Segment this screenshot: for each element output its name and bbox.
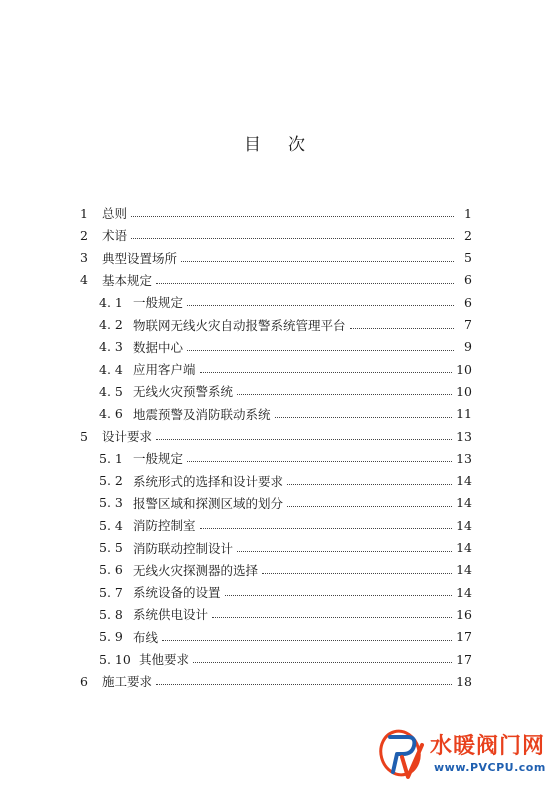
toc-entry-number: 5. 9 [99,629,123,645]
toc-entry-number: 2 [80,227,88,243]
toc-entry-title: 应用客户端 [133,362,196,378]
toc-entry[interactable] [99,358,472,380]
toc-entry-number: 5. 2 [99,473,123,489]
toc-entry-title: 物联网无线火灾自动报警系统管理平台 [133,317,346,333]
toc-entry[interactable] [99,336,472,358]
toc-entry[interactable] [99,291,472,313]
pv-logo-icon [378,727,428,783]
toc-entry-page: 9 [464,339,472,355]
toc-entry-number: 6 [80,673,88,689]
toc-entry-number: 4. 4 [99,361,123,377]
toc-entry[interactable] [99,648,472,670]
toc-entry-page: 14 [456,517,472,533]
toc-entry-title: 布线 [133,629,159,645]
toc-entry-title: 总则 [102,206,128,221]
toc-dot-leader [187,304,454,306]
watermark-name: 水暖阀门网 [430,734,546,759]
toc-entry[interactable] [99,581,472,603]
toc-entry[interactable] [80,670,472,692]
toc-dot-leader [287,505,452,507]
page-title [0,130,550,155]
toc-entry-title: 系统形式的选择和设计要求 [133,473,284,489]
toc-dot-leader [237,550,452,552]
toc-dot-leader [131,237,454,239]
toc-entry-page: 17 [456,629,472,645]
toc-entry-page: 14 [456,540,472,555]
toc-dot-leader [156,282,454,284]
toc-entry[interactable] [99,314,472,336]
toc-entry-number: 3 [80,250,88,266]
toc-dot-leader [212,616,452,618]
toc-entry-page: 14 [456,495,472,511]
toc-entry-page: 14 [456,473,472,489]
toc-entry-page: 16 [456,606,472,622]
toc-dot-leader [187,349,454,351]
toc-entry-number: 4. 6 [99,406,123,422]
toc-entry[interactable] [99,514,472,536]
toc-dot-leader [187,460,452,462]
toc-dot-leader [131,215,454,217]
toc-entry-number: 5. 7 [99,584,123,600]
toc-entry[interactable] [99,380,472,402]
title-char-2: 次 [288,135,306,155]
toc-entry[interactable] [99,470,472,492]
toc-entry-page: 6 [464,272,472,288]
toc-entry-page: 10 [456,361,472,377]
toc-entry-title: 消防联动控制设计 [133,540,234,556]
toc-dot-leader [193,661,452,663]
toc-entry-title: 一般规定 [133,451,184,467]
title-char-1: 目 [244,135,262,155]
toc-entry-page: 18 [456,673,472,689]
toc-entry-page: 14 [456,562,472,578]
toc-dot-leader [181,260,454,262]
toc-entry[interactable] [99,626,472,648]
toc-entry-number: 5. 5 [99,540,123,555]
toc-entry[interactable] [80,202,472,224]
toc-entry-number: 5. 6 [99,562,123,578]
toc-entry-title: 典型设置场所 [102,250,178,266]
toc-entry-title: 系统供电设计 [133,607,209,623]
toc-entry-number: 4. 1 [99,294,123,310]
toc-entry-number: 1 [80,205,88,221]
toc-entry-title: 数据中心 [133,339,184,355]
toc-dot-leader [162,639,452,641]
watermark-url: www.PVCPU.com [434,761,546,774]
toc-entry-number: 5. 10 [99,651,131,667]
toc-entry-title: 施工要求 [102,674,153,690]
toc-entry-page: 13 [456,450,472,466]
toc-entry-title: 设计要求 [102,429,153,444]
toc-entry-number: 5. 4 [99,517,123,533]
toc-entry-page: 5 [464,250,472,266]
toc-entry-page: 1 [464,205,472,221]
toc-entry-title: 消防控制室 [133,518,196,534]
toc-entry-page: 2 [464,227,472,243]
toc-entry-number: 5 [80,428,88,444]
toc-entry-page: 6 [464,294,472,310]
toc-entry[interactable] [80,269,472,291]
toc-entry-number: 5. 3 [99,495,123,511]
toc-entry-page: 14 [456,584,472,600]
toc-entry-number: 4. 3 [99,339,123,355]
toc-entry-title: 无线火灾探测器的选择 [133,562,259,578]
toc-entry[interactable] [99,559,472,581]
toc-entry-number: 5. 8 [99,606,123,622]
toc-entry-page: 13 [456,428,472,444]
toc-entry-title: 报警区域和探测区域的划分 [133,495,284,511]
watermark-logo [378,727,548,785]
toc-entry[interactable] [80,224,472,246]
toc-entry-title: 术语 [102,228,128,244]
toc-entry-title: 基本规定 [102,272,153,288]
toc-entry[interactable] [99,603,472,625]
toc-dot-leader [156,683,452,685]
toc-entry-title: 地震预警及消防联动系统 [133,406,271,422]
toc-dot-leader [225,594,453,596]
toc-entry-number: 5. 1 [99,450,123,466]
toc-entry[interactable] [99,492,472,514]
toc-dot-leader [287,483,452,485]
toc-entry-title: 系统设备的设置 [133,585,221,601]
toc-entry[interactable] [80,425,472,447]
toc-entry-title: 一般规定 [133,295,184,311]
toc-entry[interactable] [99,403,472,425]
toc-dot-leader [237,393,452,395]
toc-dot-leader [262,572,452,574]
toc-entry-page: 17 [456,651,472,667]
toc-dot-leader [275,416,453,418]
toc-dot-leader [350,327,454,329]
toc-dot-leader [200,527,453,529]
toc-entry-title: 其他要求 [139,652,190,667]
toc-entry-page: 11 [456,406,472,422]
toc-entry-page: 7 [464,317,472,332]
toc-entry-number: 4 [80,272,88,288]
toc-entry-number: 4. 2 [99,317,123,332]
toc-dot-leader [156,438,452,440]
toc-dot-leader [200,371,453,373]
toc-entry-page: 10 [456,383,472,399]
toc-entry[interactable] [80,247,472,269]
toc-entry-title: 无线火灾预警系统 [133,384,234,400]
toc-entry-number: 4. 5 [99,383,123,399]
toc-entry[interactable] [99,537,472,559]
toc-entry[interactable] [99,447,472,469]
